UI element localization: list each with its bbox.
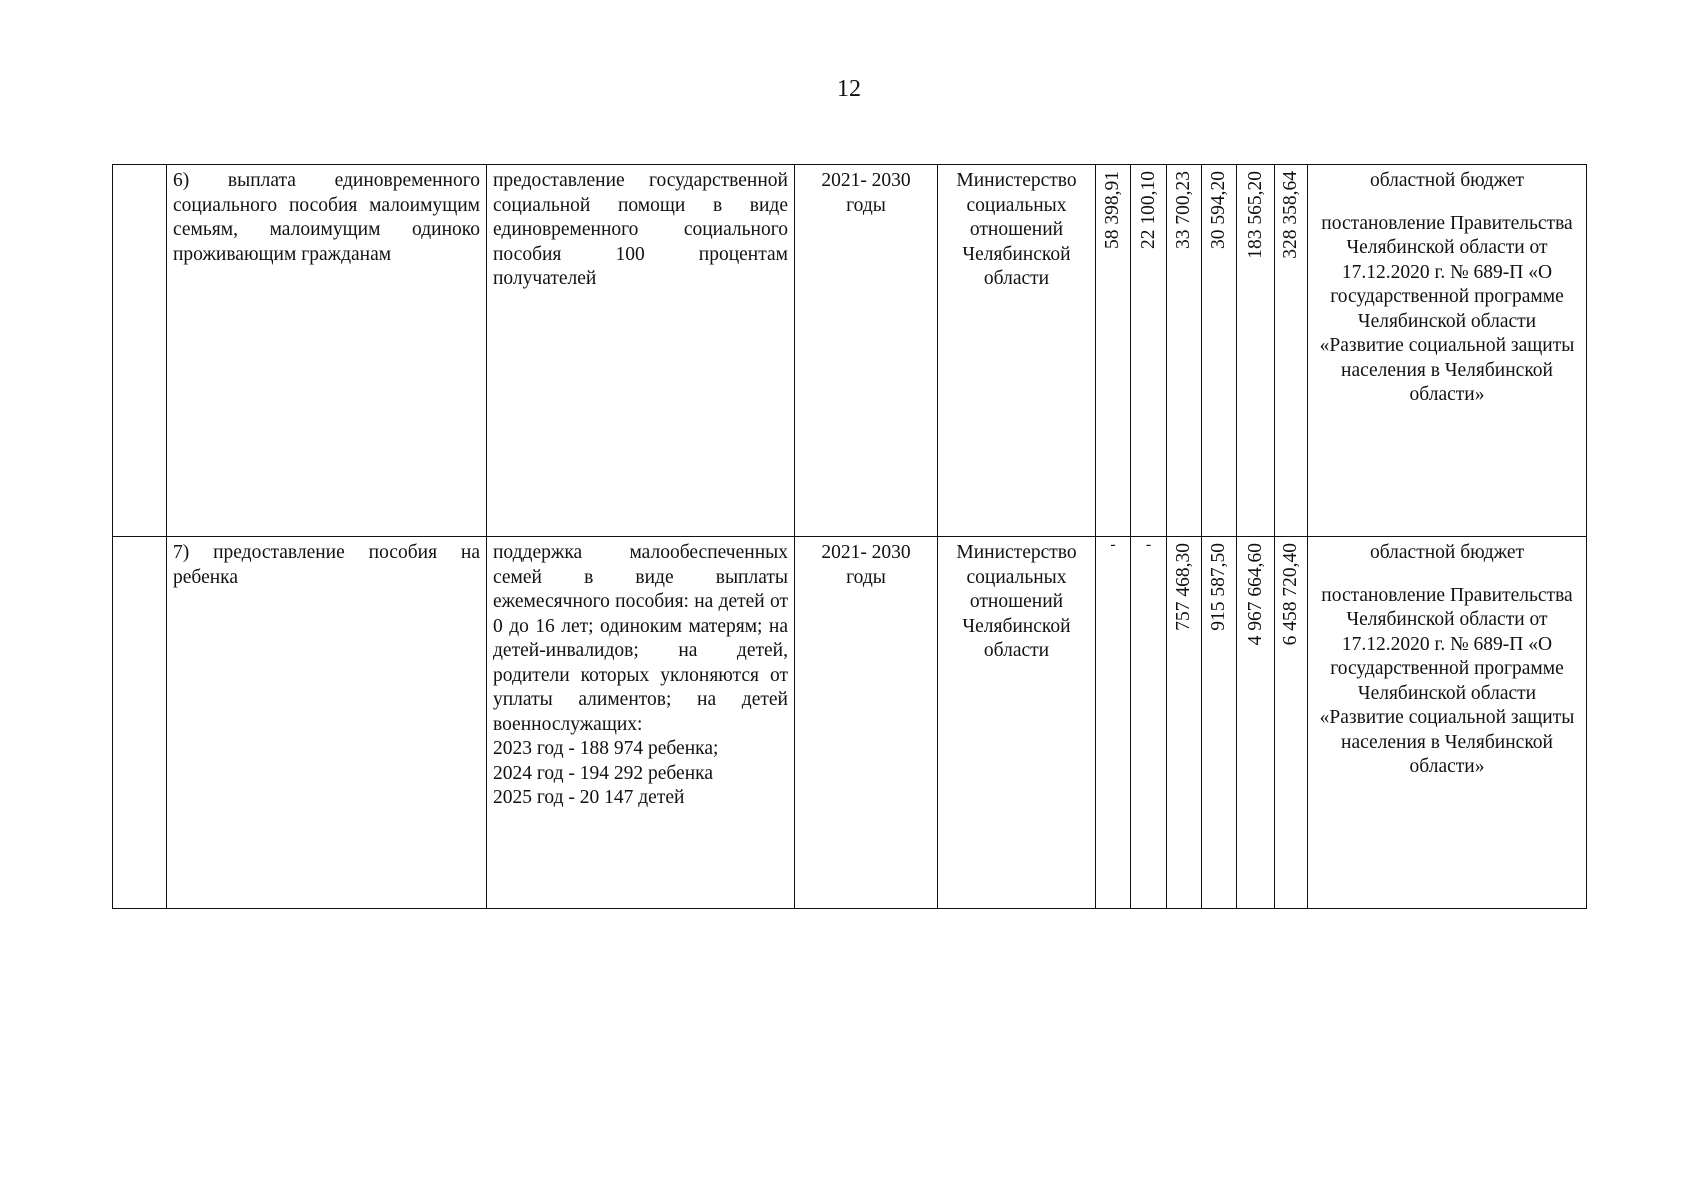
- amount-value: 22 100,10: [1137, 171, 1159, 249]
- table-row: [113, 165, 1587, 537]
- description-main: поддержка малообеспеченных семей в виде выплаты ежемесячного пособия: на детей от 0 до 16 лет; одиноким матерям; на детей-инвалидов; на детей, родители которых уклоняются от уплаты алиментов; на детей военнослужащих:: [493, 542, 788, 735]
- amount-cell: [1167, 537, 1202, 909]
- budget-type: областной бюджет: [1369, 170, 1525, 191]
- amount-cell: [1131, 165, 1167, 537]
- funding-source: [1308, 165, 1587, 537]
- amount-cell: [1237, 537, 1275, 909]
- amount-value: 30 594,20: [1208, 171, 1229, 249]
- amount-cell: [1167, 165, 1202, 537]
- period: 2021- 2030 годы: [795, 165, 938, 537]
- executor: Министерство социальных отношений Челябинской области: [938, 165, 1096, 537]
- executor: Министерство социальных отношений Челябинской области: [938, 537, 1096, 909]
- description-line: 2024 год - 194 292 ребенка: [493, 762, 713, 784]
- period: 2021- 2030 годы: [795, 537, 938, 909]
- legal-act: постановление Правительства Челябинской области от 17.12.2020 г. № 689-П «О государственной программе Челябинской области «Развитие социальной защиты населения в Челябинской области»: [1319, 212, 1575, 405]
- amount-cell: [1202, 165, 1237, 537]
- program-table: [112, 164, 1587, 909]
- amount-cell: [1096, 537, 1131, 909]
- funding-source: [1308, 537, 1587, 909]
- amount-cell: [1131, 537, 1167, 909]
- amount-dash: -: [1145, 536, 1152, 553]
- amount-value: 33 700,23: [1173, 171, 1194, 249]
- measure-description: [487, 537, 795, 909]
- description-line: 2025 год - 20 147 детей: [493, 787, 685, 808]
- amount-value: 58 398,91: [1102, 171, 1123, 249]
- amount-value: 757 468,30: [1173, 543, 1194, 631]
- amount-value: 6 458 720,40: [1280, 543, 1301, 646]
- page-number: 12: [837, 76, 861, 102]
- amount-value: 328 358,64: [1280, 171, 1301, 259]
- amount-cell: [1275, 537, 1308, 909]
- amount-cell: [1237, 165, 1275, 537]
- measure-description: предоставление государственной социальной помощи в виде единовременного социального пособия 100 процентам получателей: [487, 165, 795, 537]
- amount-dash: -: [1110, 536, 1116, 553]
- index-cell: [113, 537, 167, 909]
- legal-act: постановление Правительства Челябинской области от 17.12.2020 г. № 689-П «О государственной программе Челябинской области «Развитие социальной защиты населения в Челябинской области»: [1319, 584, 1575, 777]
- table-row: [113, 537, 1587, 909]
- amount-cell: [1275, 165, 1308, 537]
- amount-value: 915 587,50: [1208, 543, 1229, 631]
- budget-type: областной бюджет: [1369, 542, 1525, 563]
- description-line: 2023 год - 188 974 ребенка;: [493, 738, 719, 759]
- amount-cell: [1096, 165, 1131, 537]
- measure-name: 7) предоставление пособия на ребенка: [167, 537, 487, 909]
- amount-value: 4 967 664,60: [1244, 543, 1266, 646]
- amount-value: 183 565,20: [1244, 171, 1266, 259]
- index-cell: [113, 165, 167, 537]
- amount-cell: [1202, 537, 1237, 909]
- measure-name: 6) выплата единовременного социального пособия малоимущим семьям, малоимущим одиноко проживающим гражданам: [167, 165, 487, 537]
